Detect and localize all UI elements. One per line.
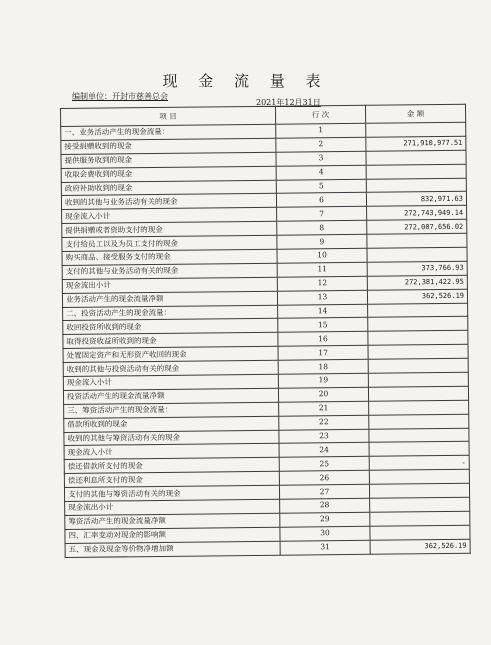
row-amount	[370, 525, 470, 540]
row-amount	[368, 344, 468, 359]
row-item: 提供捐赠或者资助支付的现金	[62, 221, 277, 237]
row-amount: 271,910,977.51	[366, 136, 466, 151]
row-line-number: 30	[280, 526, 370, 541]
row-amount	[370, 497, 470, 512]
row-item: 筹资活动产生的现金流量净额	[65, 513, 280, 529]
row-line-number: 3	[276, 151, 366, 166]
row-amount: 373,766.93	[367, 261, 467, 276]
row-amount	[369, 442, 469, 457]
row-item: 收到的其他与筹资活动有关的现金	[64, 430, 279, 446]
row-line-number: 24	[279, 443, 369, 458]
row-amount	[367, 233, 467, 248]
row-line-number: 9	[277, 234, 367, 249]
cash-flow-table	[60, 104, 471, 558]
row-line-number: 20	[278, 387, 368, 402]
row-amount	[368, 317, 468, 332]
row-line-number: 17	[278, 346, 368, 361]
row-item: 收取会费收到的现金	[61, 166, 276, 182]
statement-title: 现 金 流 量 表	[162, 72, 329, 90]
row-line-number: 5	[276, 179, 366, 194]
row-item: 现金流入小计	[64, 444, 279, 460]
row-amount	[368, 303, 468, 318]
row-amount	[368, 331, 468, 346]
row-line-number: 11	[277, 262, 367, 277]
row-line-number: 22	[279, 415, 369, 430]
row-item: 收到的其他与业务活动有关的现金	[61, 194, 276, 210]
row-item: 现金流出小计	[62, 277, 277, 293]
row-line-number: 8	[277, 221, 367, 236]
row-item: 现金流入小计	[62, 208, 277, 224]
row-amount	[366, 150, 466, 165]
row-line-number: 6	[276, 193, 366, 208]
row-line-number: 14	[278, 304, 368, 319]
row-line-number: 13	[277, 290, 367, 305]
row-amount	[369, 428, 469, 443]
row-amount: 272,381,422.95	[367, 275, 467, 290]
row-line-number: 31	[280, 540, 370, 555]
row-amount: 832,971.63	[366, 192, 466, 207]
row-item: 提供服务收到的现金	[61, 152, 276, 168]
row-item: 支付给员工以及为员工支付的现金	[62, 235, 277, 251]
row-line-number: 28	[280, 498, 370, 513]
row-line-number: 25	[279, 457, 369, 472]
row-item: 投资活动产生的现金流量净额	[63, 388, 278, 404]
row-amount	[368, 358, 468, 373]
statement-date: 2021年12月31日	[256, 98, 321, 107]
row-amount	[370, 511, 470, 526]
row-line-number: 21	[279, 401, 369, 416]
row-item: 借款所收到的现金	[64, 416, 279, 432]
row-line-number: 4	[276, 165, 366, 180]
header-line: 行 次	[275, 105, 365, 124]
row-amount	[366, 122, 466, 137]
row-item: 现金流出小计	[65, 499, 280, 515]
row-item: 五、现金及现金等价物净增加额	[65, 541, 280, 557]
row-amount	[369, 400, 469, 415]
row-amount	[367, 247, 467, 262]
header-amount: 金 额	[365, 104, 465, 123]
row-amount	[368, 372, 468, 387]
row-item: 政府补助收到的现金	[61, 180, 276, 196]
row-item: 二、投资活动产生的现金流量：	[63, 305, 278, 321]
row-item: 处置固定资产和无形资产收回的现金	[63, 346, 278, 362]
row-amount	[366, 164, 466, 179]
row-line-number: 2	[276, 137, 366, 152]
row-amount	[366, 178, 466, 193]
row-item: 现金流入小计	[63, 374, 278, 390]
row-item: 四、汇率变动对现金的影响额	[65, 527, 280, 543]
header-item: 项 目	[61, 106, 276, 126]
row-line-number: 29	[280, 512, 370, 527]
row-amount	[369, 483, 469, 498]
row-item: 一、业务活动产生的现金流量：	[61, 124, 276, 140]
row-amount: -	[369, 456, 469, 471]
row-item: 偿还借款所支付的现金	[64, 458, 279, 474]
row-line-number: 10	[277, 248, 367, 263]
row-amount: 272,007,656.02	[367, 219, 467, 234]
row-amount	[369, 414, 469, 429]
row-line-number: 23	[279, 429, 369, 444]
row-item: 购买商品、接受服务支付的现金	[62, 249, 277, 265]
row-item: 收到的其他与投资活动有关的现金	[63, 360, 278, 376]
row-item: 支付的其他与筹资活动有关的现金	[64, 485, 279, 501]
row-line-number: 18	[278, 359, 368, 374]
row-item: 业务活动产生的现金流量净额	[62, 291, 277, 307]
row-line-number: 27	[279, 484, 369, 499]
row-line-number: 19	[278, 373, 368, 388]
table-row	[65, 539, 470, 557]
row-item: 三、筹资活动产生的现金流量：	[64, 402, 279, 418]
row-item: 收回投资所收到的现金	[63, 319, 278, 335]
row-line-number: 7	[277, 207, 367, 222]
row-line-number: 1	[276, 123, 366, 138]
row-line-number: 15	[278, 318, 368, 333]
row-amount: 272,743,949.14	[367, 206, 467, 221]
row-amount	[369, 469, 469, 484]
row-item: 取得投资收益所收到的现金	[63, 333, 278, 349]
reporting-unit: 编制单位：开封市慈善总会	[72, 92, 168, 101]
row-line-number: 12	[277, 276, 367, 291]
row-item: 接受捐赠收到的现金	[61, 138, 276, 154]
row-item: 偿还利息所支付的现金	[64, 471, 279, 487]
row-item: 支付的其他与业务活动有关的现金	[62, 263, 277, 279]
row-amount	[368, 386, 468, 401]
row-amount: 362,526.19	[370, 539, 470, 554]
row-line-number: 26	[279, 471, 369, 486]
row-line-number: 16	[278, 332, 368, 347]
row-amount: 362,526.19	[367, 289, 467, 304]
